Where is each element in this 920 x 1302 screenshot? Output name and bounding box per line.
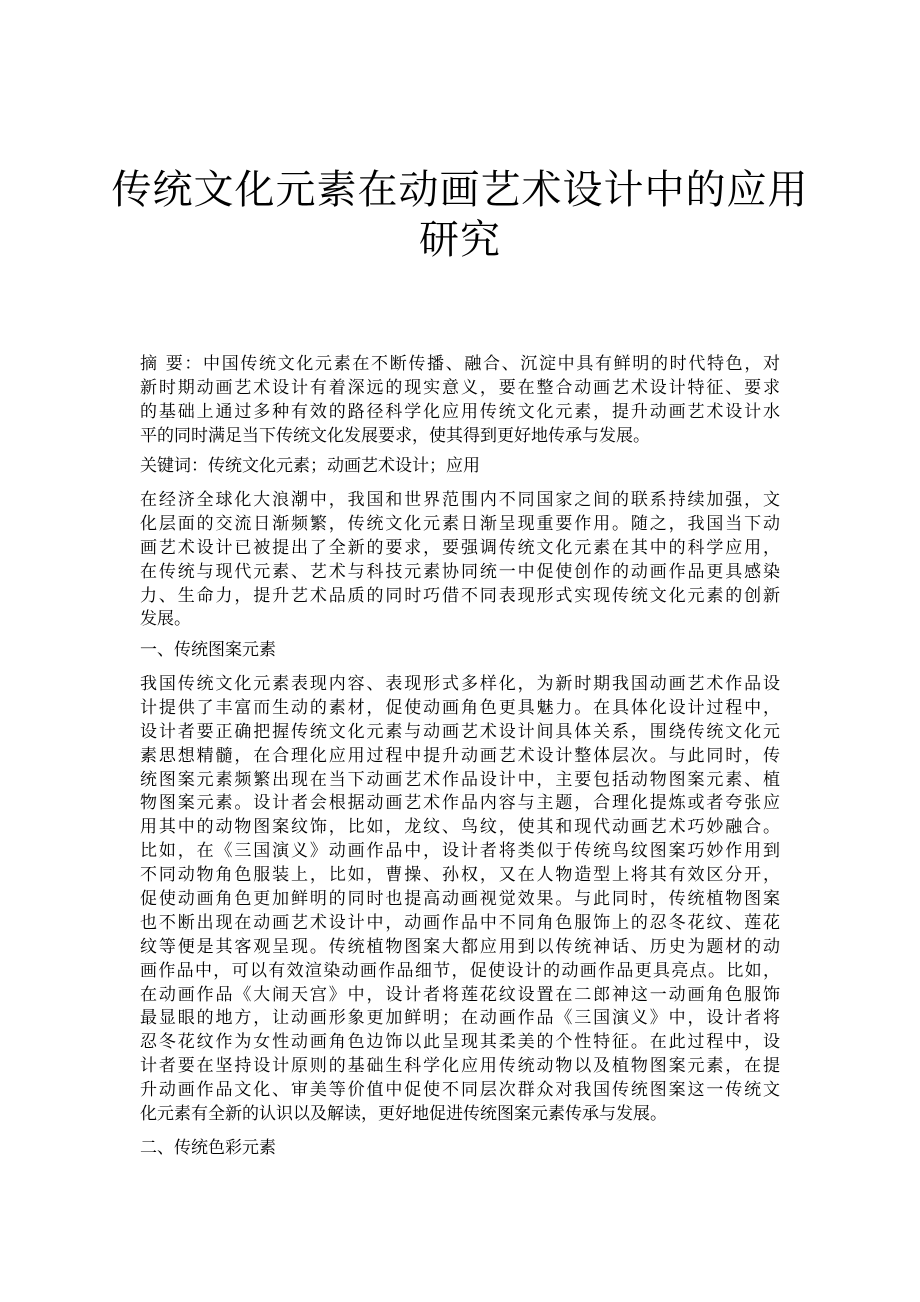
abstract (140, 353, 780, 449)
text-line: 画艺术设计已被提出了全新的要求，要强调传统文化元素在其中的科学应用， (140, 537, 780, 558)
text-line: 促使动画角色更加鲜明的同时也提高动画视觉效果。与此同时，传统植物图案 (140, 889, 780, 910)
text-line: 统图案元素频繁出现在当下动画艺术作品设计中，主要包括动物图案元素、植 (140, 769, 780, 790)
text-line: 素思想精髓，在合理化应用过程中提升动画艺术设计整体层次。与此同时，传 (140, 745, 780, 766)
document-title (0, 165, 920, 265)
text-line: 化层面的交流日渐频繁，传统文化元素日渐呈现重要作用。随之，我国当下动 (140, 513, 780, 534)
text-line: 物图案元素。设计者会根据动画艺术作品内容与主题，合理化提炼或者夸张应 (140, 793, 780, 814)
title-line-2: 研究 (419, 217, 501, 263)
text-line: 我国传统文化元素表现内容、表现形式多样化，为新时期我国动画艺术作品设 (140, 674, 780, 694)
section-heading-2 (140, 1137, 780, 1161)
text-line: 最显眼的地方，让动画形象更加鲜明；在动画作品《三国演义》中，设计者将 (140, 1008, 780, 1029)
text-line: 一、传统图案元素 (140, 640, 276, 660)
text-line: 纹等便是其客观呈现。传统植物图案大都应用到以传统神话、历史为题材的动 (140, 936, 780, 957)
text-line: 在经济全球化大浪潮中，我国和世界范围内不同国家之间的联系持续加强，文 (140, 490, 780, 510)
text-line: 不同动物角色服装上，比如，曹操、孙权，又在人物造型上将其有效区分开， (140, 865, 780, 886)
text-line: 计者要在坚持设计原则的基础生科学化应用传统动物以及植物图案元素，在提 (140, 1056, 780, 1077)
text-line: 的基础上通过多种有效的路径科学化应用传统文化元素，提升动画艺术设计水 (140, 401, 780, 422)
text-line: 发展。 (140, 609, 191, 630)
text-line: 力、生命力，提升艺术品质的同时巧借不同表现形式实现传统文化元素的创新 (140, 585, 780, 606)
title-line-1: 传统文化元素在动画艺术设计中的应用 (111, 167, 809, 213)
text-line: 设计者要正确把握传统文化元素与动画艺术设计间具体关系，围绕传统文化元 (140, 721, 780, 742)
text-line: 平的同时满足当下传统文化发展要求，使其得到更好地传承与发展。 (140, 425, 650, 446)
text-line: 关键词：传统文化元素；动画艺术设计；应用 (140, 456, 480, 476)
text-line: 化元素有全新的认识以及解读，更好地促进传统图案元素传承与发展。 (140, 1104, 667, 1125)
text-line: 也不断出现在动画艺术设计中，动画作品中不同角色服饰上的忍冬花纹、莲花 (140, 912, 780, 933)
keywords (140, 455, 780, 479)
text-line: 用其中的动物图案纹饰，比如，龙纹、鸟纹，使其和现代动画艺术巧妙融合。 (140, 817, 780, 838)
text-line: 二、传统色彩元素 (140, 1138, 276, 1158)
text-line: 比如，在《三国演义》动画作品中，设计者将类似于传统鸟纹图案巧妙作用到 (140, 841, 780, 862)
intro-paragraph (140, 489, 780, 632)
text-line: 画作品中，可以有效渲染动画作品细节，促使设计的动画作品更具亮点。比如， (140, 960, 780, 981)
text-line: 忍冬花纹作为女性动画角色边饰以此呈现其柔美的个性特征。在此过程中，设 (140, 1032, 780, 1053)
text-line: 新时期动画艺术设计有着深远的现实意义，要在整合动画艺术设计特征、要求 (140, 377, 780, 398)
text-line: 在传统与现代元素、艺术与科技元素协同统一中促使创作的动画作品更具感染 (140, 561, 780, 582)
text-line: 升动画作品文化、审美等价值中促使不同层次群众对我国传统图案这一传统文 (140, 1080, 780, 1101)
text-line: 计提供了丰富而生动的素材，促使动画角色更具魅力。在具体化设计过程中， (140, 697, 780, 718)
text-line: 摘 要：中国传统文化元素在不断传播、融合、沉淀中具有鲜明的时代特色，对 (140, 354, 780, 374)
text-line: 在动画作品《大闹天宫》中，设计者将莲花纹设置在二郎神这一动画角色服饰 (140, 984, 780, 1005)
section-heading-1 (140, 639, 780, 663)
section-1-paragraph (140, 673, 780, 1127)
